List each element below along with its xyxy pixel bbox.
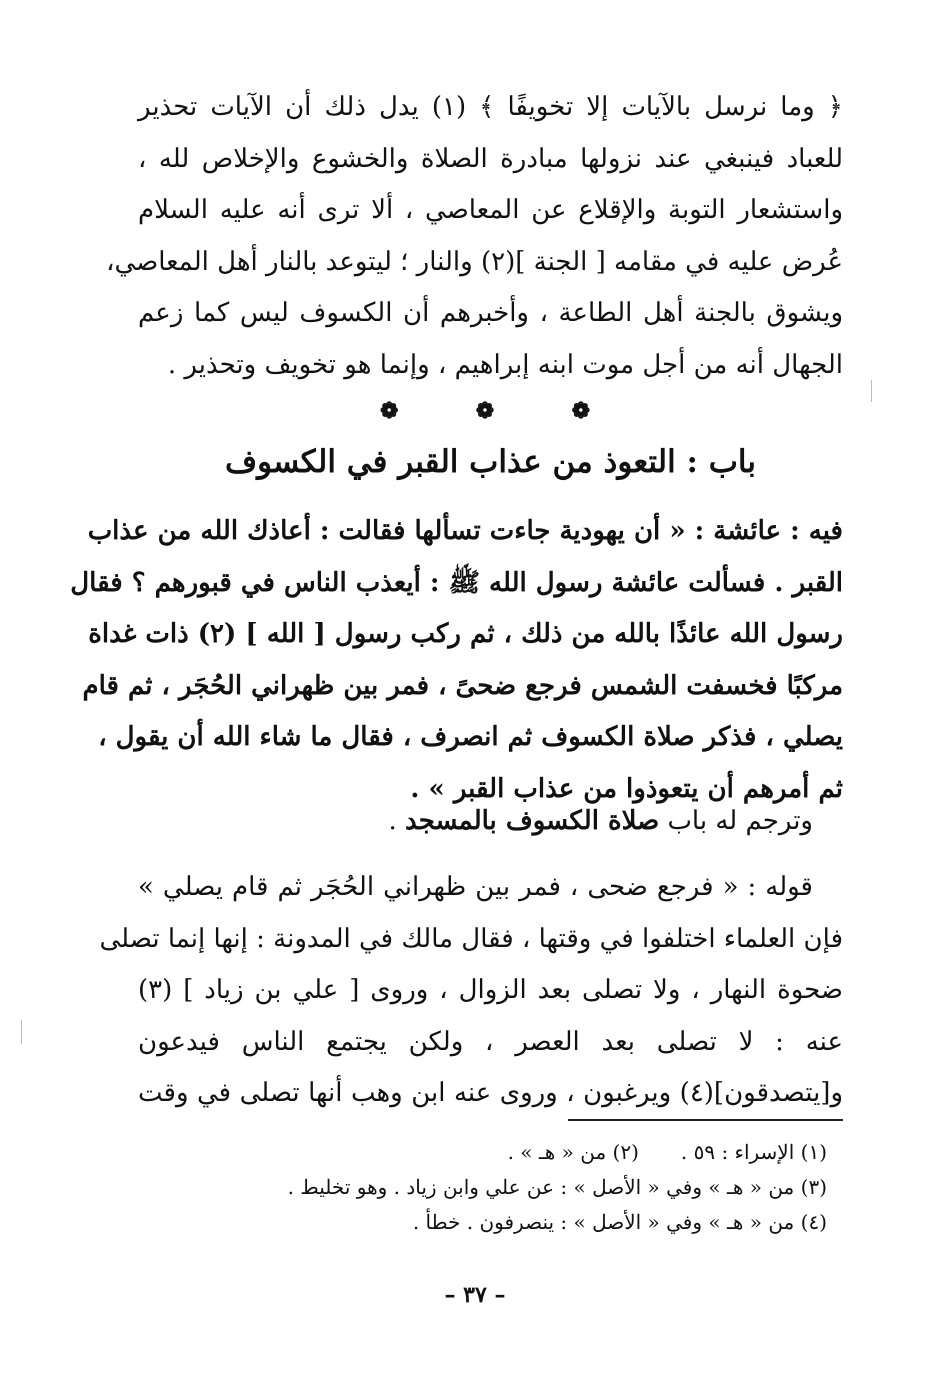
translation-suffix: . <box>388 806 397 836</box>
text-line: و[يتصدقون](٤) ويرغبون ، وروى عنه ابن وهب أنها تصلى في وقت <box>138 1078 843 1108</box>
intro-paragraph <box>106 82 843 391</box>
text-line: الجهال أنه من أجل موت ابنه إبراهيم ، وإنما هو تخويف وتحذير . <box>167 349 843 380</box>
footnote-4: (٤) من « هـ » وفي « الأصل » : ينصرفون . خطأ . <box>412 1210 827 1234</box>
footnote-2: (٢) من « هـ » . <box>507 1140 639 1164</box>
commentary-paragraph <box>99 862 843 1120</box>
text-line: مركبًا فخسفت الشمس فرجع ضحىً ، فمر بين ظهراني الحُجَر ، ثم قام <box>82 670 843 701</box>
chapter-title: باب : التعوذ من عذاب القبر في الكسوف <box>224 444 757 480</box>
text-line: ﴿ وما نرسل بالآيات إلا تخويفًا ﴾ (١) يدل ذلك أن الآيات تحذير <box>138 92 843 122</box>
text-line: رسول الله عائذًا بالله من ذلك ، ثم ركب رسول [ الله ] (٢) ذات غداة <box>88 619 843 649</box>
scan-artifact <box>871 380 872 402</box>
footnote-1: (١) الإسراء : ٥٩ . <box>680 1140 827 1164</box>
text-line: ضحوة النهار ، ولا تصلى بعد الزوال ، وروى [ علي بن زياد ] (٣) <box>138 975 843 1005</box>
text-line: فإن العلماء اختلفوا في وقتها ، فقال مالك في المدونة : إنها إنما تصلى <box>99 923 843 954</box>
text-line: للعباد فينبغي عند نزولها مبادرة الصلاة والخشوع والإخلاص لله ، <box>138 143 843 174</box>
footnote-row <box>288 1135 827 1170</box>
text-line: القبر . فسألت عائشة رسول الله ﷺ : أيعذب الناس في قبورهم ؟ فقال <box>70 567 843 598</box>
text-line: يصلي ، فذكر صلاة الكسوف ثم انصرف ، فقال ما شاء الله أن يقول ، <box>98 722 843 752</box>
star-ornament-icon: ❁ <box>380 398 399 424</box>
translation-prefix: وترجم له باب <box>667 806 813 836</box>
scan-artifact <box>21 1020 22 1044</box>
star-ornament-icon: ❁ <box>475 398 495 424</box>
text-line: واستشعار التوبة والإقلاع عن المعاصي ، ألا ترى أنه عليه السلام <box>138 195 843 225</box>
section-separator <box>380 398 590 424</box>
text-line: عُرض عليه في مقامه [ الجنة ](٢) والنار ؛ ليتوعد بالنار أهل المعاصي، <box>106 246 843 277</box>
page-number: – ٣٧ – <box>444 1282 506 1308</box>
text-line: قوله : « فرجع ضحى ، فمر بين ظهراني الحُجَر ثم قام يصلي » <box>138 872 813 902</box>
footnote-divider <box>568 1119 843 1121</box>
text-line: ويشوق بالجنة أهل الطاعة ، وأخبرهم أن الكسوف ليس كما زعم <box>138 298 843 328</box>
text-line: ثم أمرهم أن يتعوذوا من عذاب القبر » . <box>410 773 843 804</box>
translation-title: صلاة الكسوف بالمسجد <box>405 806 660 836</box>
translation-note <box>389 806 813 836</box>
footnotes <box>288 1135 827 1240</box>
text-line: فيه : عائشة : « أن يهودية جاءت تسألها فقالت : أعاذك الله من عذاب <box>87 516 843 546</box>
star-ornament-icon: ❁ <box>571 398 590 424</box>
footnote-3: (٣) من « هـ » وفي « الأصل » : عن علي وابن زياد . وهو تخليط . <box>287 1175 827 1199</box>
text-line: عنه : لا تصلى بعد العصر ، ولكن يجتمع الناس فيدعون <box>138 1026 843 1057</box>
hadith-paragraph <box>70 506 843 815</box>
